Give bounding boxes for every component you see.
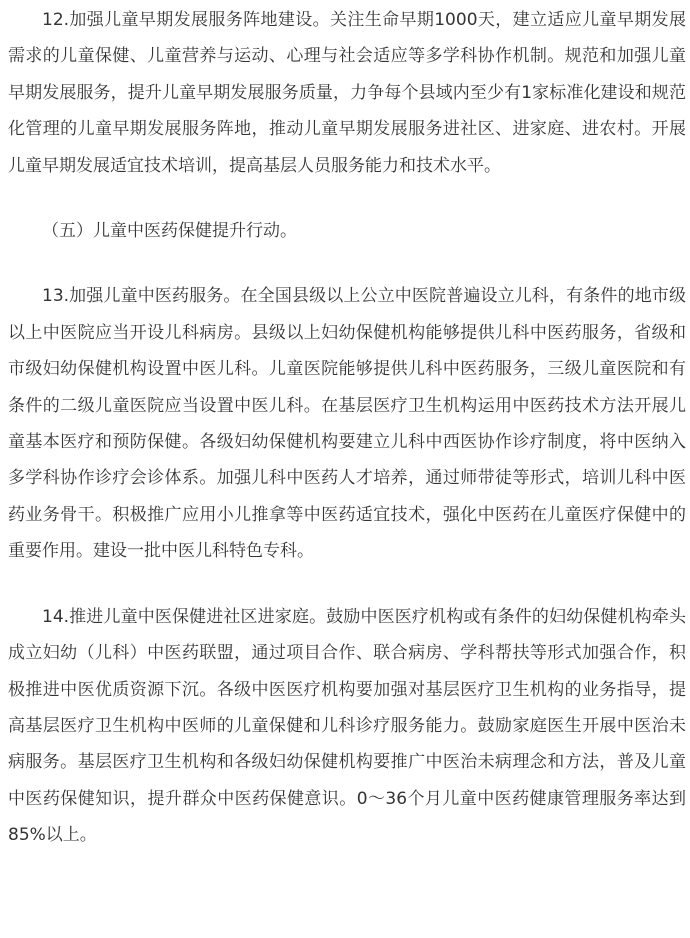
document-body xyxy=(8,2,686,854)
paragraph-13: 13.加强儿童中医药服务。在全国县级以上公立中医院普遍设立儿科，有条件的地市级以上中医院应当开设儿科病房。县级以上妇幼保健机构能够提供儿科中医药服务，省级和市级妇幼保健机构设置中医儿科。儿童医院能够提供儿科中医药服务，三级儿童医院和有条件的二级儿童医院应当设置中医儿科。在基层医疗卫生机构运用中医药技术方法开展儿童基本医疗和预防保健。各级妇幼保健机构要建立儿科中西医协作诊疗制度，将中医纳入多学科协作诊疗会诊体系。加强儿科中医药人才培养，通过师带徒等形式，培训儿科中医药业务骨干。积极推广应用小儿推拿等中医药适宜技术，强化中医药在儿童医疗保健中的重要作用。建设一批中医儿科特色专科。 xyxy=(8,286,686,562)
paragraph-12: 12.加强儿童早期发展服务阵地建设。关注生命早期1000天，建立适应儿童早期发展需求的儿童保健、儿童营养与运动、心理与社会适应等多学科协作机制。规范和加强儿童早期发展服务，提升儿童早期发展服务质量，力争每个县域内至少有1家标准化建设和规范化管理的儿童早期发展服务阵地，推动儿童早期发展服务进社区、进家庭、进农村。开展儿童早期发展适宜技术培训，提高基层人员服务能力和技术水平。 xyxy=(8,10,686,176)
paragraph-14: 14.推进儿童中医保健进社区进家庭。鼓励中医医疗机构或有条件的妇幼保健机构牵头成立妇幼（儿科）中医药联盟，通过项目合作、联合病房、学科帮扶等形式加强合作，积极推进中医优质资源下沉。各级中医医疗机构要加强对基层医疗卫生机构的业务指导，提高基层医疗卫生机构中医师的儿童保健和儿科诊疗服务能力。鼓励家庭医生开展中医治未病服务。基层医疗卫生机构和各级妇幼保健机构要推广中医治未病理念和方法，普及儿童中医药保健知识，提升群众中医药保健意识。0～36个月儿童中医药健康管理服务率达到85%以上。 xyxy=(8,606,686,846)
paragraph-spacer xyxy=(8,184,686,213)
paragraph-spacer xyxy=(8,570,686,599)
section-heading-5: （五）儿童中医药保健提升行动。 xyxy=(42,221,297,242)
paragraph-spacer xyxy=(8,249,686,278)
